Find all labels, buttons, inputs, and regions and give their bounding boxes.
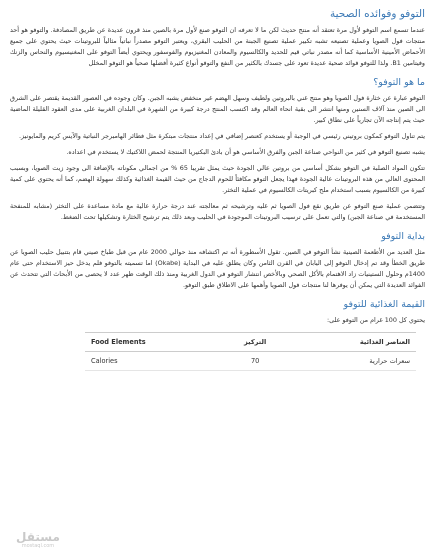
table-header-concentration: التركيز: [220, 333, 289, 352]
table-header-row: [85, 333, 416, 352]
watermark-arabic: مستقل: [16, 530, 60, 544]
watermark-latin: mostaql.com: [21, 543, 55, 549]
section1-paragraph-1: التوفو عبارة عن خثارة فول الصويا وهو منتج غني بالبروتين ولطيف وسهل الهضم غير منخفض يشبه الجبن. وكان وجوده في العصور القديمة يقتصر على الشرق الى الصين منذ آلاف السنين ومنها انتشر الى بقية انحاء العالم وقد اكتسب المنتج درجة كبيرة من الشهرة في البلدان الغربية على مدى العقود القليلة الماضية حيث يتم إنتاجه الآن تجارياً على نطاق كبير.: [10, 94, 425, 124]
article-title: التوفو وفوائده الصحية: [330, 8, 425, 20]
table-row: [85, 352, 416, 371]
table-cell-element: Calories: [85, 352, 220, 371]
table-header-food-elements: Food Elements: [85, 333, 220, 352]
section2-paragraph-1: مثل العديد من الأطعمة الصينية نشأ التوفو في الصين. تقول الأسطورة أنه تم اكتشافه منذ حوالي 2000 عام من قبل طباخ صيني قام بتتبيل حليب الصويا عن طريق الخطأ وقد تم إدخال التوفو إلى اليابان في القرن الثامن وكان يطلق عليه في البداية (Okabe) اما تسميته بالتوفو فلم يدخل حيز الاستخدام حتى عام 1400م وحلول الستينيات زاد الاهتمام بالأكل الصحي وبالأخص انتشار التوفو في الدول الغربية ومنذ ذلك الوقت ظهر عدد لا يحصى من الأبحاث التي تتحدث عن الفوائد العديدة التي يمكن أن يوفرها لنا منتجات فول الصويا وأهمها على الاطلاق طبق التوفو.: [10, 248, 425, 289]
section-title-tofu-origin: بداية التوفو: [381, 231, 425, 242]
section-title-what-is-tofu: ما هو التوفو؟: [373, 77, 425, 88]
nutrition-table: [85, 332, 416, 371]
table-cell-arabic-name: سعرات حرارية: [290, 352, 416, 371]
table-cell-value: 70: [220, 352, 289, 371]
section1-paragraph-5: وتتضمن عملية صنع التوفو عن طريق نقع فول الصويا ثم غليه وترشيحه ثم معالجته عند درجة حرارة عالية مع مادة مساعدة على التخثر (مشابه للمنفحة المستخدمة في صناعة الجبن) والتي تعمل على ترسيب البروتينات الموجودة في الحليب وبعد ذلك يتم ترشيح الخثارة وتشكيلها تحت الضغط.: [10, 202, 425, 221]
intro-paragraph: عندما تسمع اسم التوفو لأول مرة تعتقد أنه منتج حديث لكن ما لا تعرفه ان التوفو صنع لأول مرة بالصين منذ قرون عديدة عن طريق المصادفة. والتوفو هو أحد منتجات فول الصويا وعملية تصنيعه تشبه تكبير عملية تصنيع الجبنة من الحليب البقري، ويعتبر التوفو مصدراً نباتياً مثالياً للبروتينات حيث يحتوي على جميع الأحماض الأمينية الأساسية كما أنه مصدر نباتي قيم للحديد والكالسيوم والمعادن المغنيزيوم والفوسفور ويحتوي أيضاً التوفو على المغنيسيوم والنحاس والزنك وفيتامين B1. ولذا للتوفو فوائد صحية عديدة تعود على جسدك بالكثير من النفع والتوفو أنواع كثيرة أفضلها صحياً هو التوفو المخلل: [10, 26, 425, 67]
table-header-nutrients: العناصر الغذائية: [290, 333, 416, 352]
section1-paragraph-2: يتم تناول التوفو كمكون بروتيني رئيسي في الوجبة أو يستخدم كعنصر إضافي في إعداد منتجات مبتكرة مثل فطائر الهامبرجر النباتية والآيس كريم والمايونيز.: [18, 132, 425, 140]
section-title-nutrition: القيمة الغذائية للتوفو: [343, 299, 425, 310]
section1-paragraph-3: يشبه تصنيع التوفو في كثير من النواحي صناعة الجبن والفرق الأساسي هو أن بادئ البكتيريا المنتجة لحمض اللاكتيك لا يستخدم في اعداده.: [66, 148, 425, 156]
nutrition-intro: يحتوي كل 100 غرام من التوفو على:: [326, 316, 425, 324]
section1-paragraph-4: تتكون المواد الصلبة في التوفو بشكل أساسي من بروتين عالي الجودة حيث يمثل تقريبا 65 % من اجمالي مكوناته بالإضافة الى وجود زيت الصويا، وبسبب المحتوى العالي من هذه البروتينات عالية الجودة فهذا يجعل التوفو مكافئاً للحوم الدجاج من حيث القيمة الغذائية وكذلك سهولة الهضم، كما أنه يحتوي على كمية كبيرة من الكالسيوم بسبب استخدام ملح كبريتات الكالسيوم في عملية التخثر.: [10, 164, 425, 194]
mostaql-watermark: [16, 531, 60, 549]
